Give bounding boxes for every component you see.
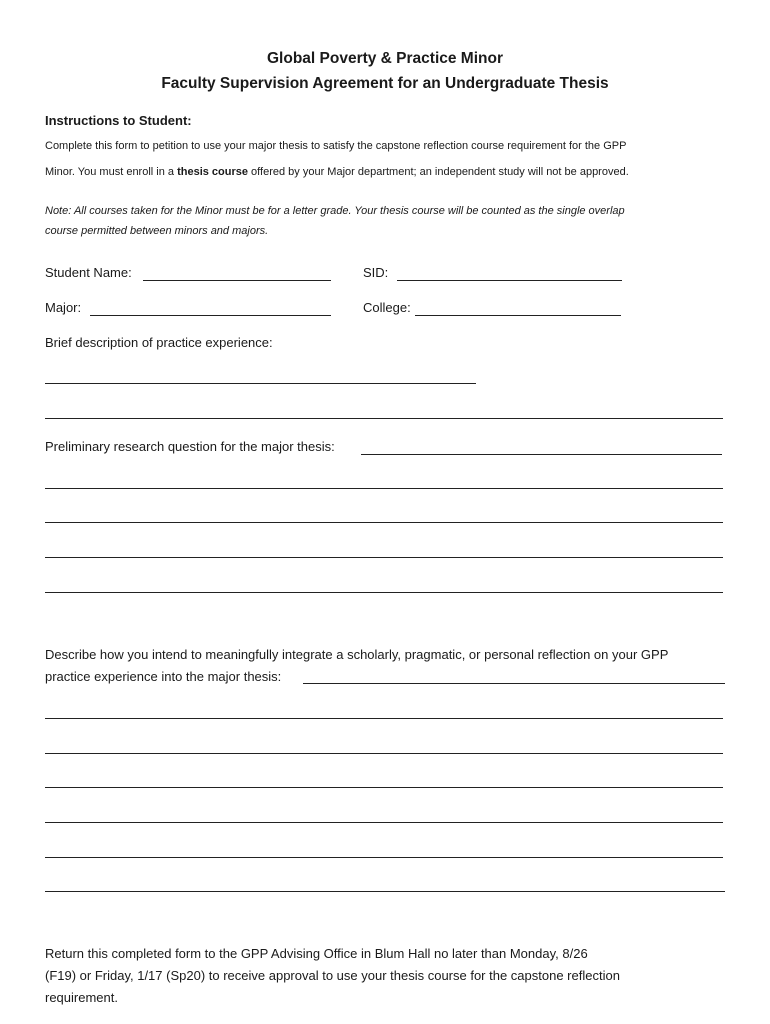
thesis-course-emphasis: thesis course	[177, 166, 248, 178]
reflection-prompt-line-1: Describe how you intend to meaningfully integrate a scholarly, pragmatic, or personal reflection on your GPP	[45, 647, 669, 662]
return-instructions-line-3: requirement.	[45, 990, 118, 1005]
college-input-line[interactable]	[415, 315, 621, 316]
research-question-line-2[interactable]	[45, 488, 723, 489]
practice-experience-line-1[interactable]	[45, 383, 476, 384]
reflection-line-3[interactable]	[45, 753, 723, 754]
note-line-2: course permitted between minors and majors.	[45, 225, 269, 237]
sid-label: SID:	[363, 265, 389, 280]
major-input-line[interactable]	[90, 315, 331, 316]
instructions-line-1: Complete this form to petition to use your major thesis to satisfy the capstone reflection course requirement for the GPP	[45, 140, 627, 152]
instructions-line-2	[45, 166, 629, 178]
reflection-line-4[interactable]	[45, 787, 723, 788]
note-line-1: Note: All courses taken for the Minor must be for a letter grade. Your thesis course will be counted as the single overlap	[45, 205, 625, 217]
practice-experience-label: Brief description of practice experience:	[45, 335, 273, 350]
reflection-prompt-line-2: practice experience into the major thesis:	[45, 669, 282, 684]
reflection-line-1[interactable]	[303, 683, 725, 684]
sid-input-line[interactable]	[397, 280, 622, 281]
college-label: College:	[363, 300, 411, 315]
research-question-line-5[interactable]	[45, 592, 723, 593]
research-question-label: Preliminary research question for the major thesis:	[45, 439, 335, 454]
major-label: Major:	[45, 300, 82, 315]
form-title: Global Poverty & Practice Minor	[266, 50, 503, 67]
student-name-label: Student Name:	[45, 265, 132, 280]
reflection-line-7[interactable]	[45, 891, 725, 892]
instructions-heading: Instructions to Student:	[45, 113, 192, 128]
form-subtitle: Faculty Supervision Agreement for an Undergraduate Thesis	[161, 75, 609, 92]
research-question-line-3[interactable]	[45, 522, 723, 523]
instructions-line-2-end: offered by your Major department; an independent study will not be approved.	[248, 166, 629, 178]
reflection-line-5[interactable]	[45, 822, 723, 823]
instructions-line-2-start: Minor. You must enroll in a	[45, 166, 178, 178]
return-instructions-line-1: Return this completed form to the GPP Advising Office in Blum Hall no later than Monday, 8/26	[45, 946, 588, 961]
return-instructions-line-2: (F19) or Friday, 1/17 (Sp20) to receive approval to use your thesis course for the capstone reflection	[45, 968, 620, 983]
reflection-line-2[interactable]	[45, 718, 723, 719]
research-question-line-1[interactable]	[361, 454, 722, 455]
student-name-input-line[interactable]	[143, 280, 331, 281]
practice-experience-line-2[interactable]	[45, 418, 723, 419]
reflection-line-6[interactable]	[45, 857, 723, 858]
research-question-line-4[interactable]	[45, 557, 723, 558]
